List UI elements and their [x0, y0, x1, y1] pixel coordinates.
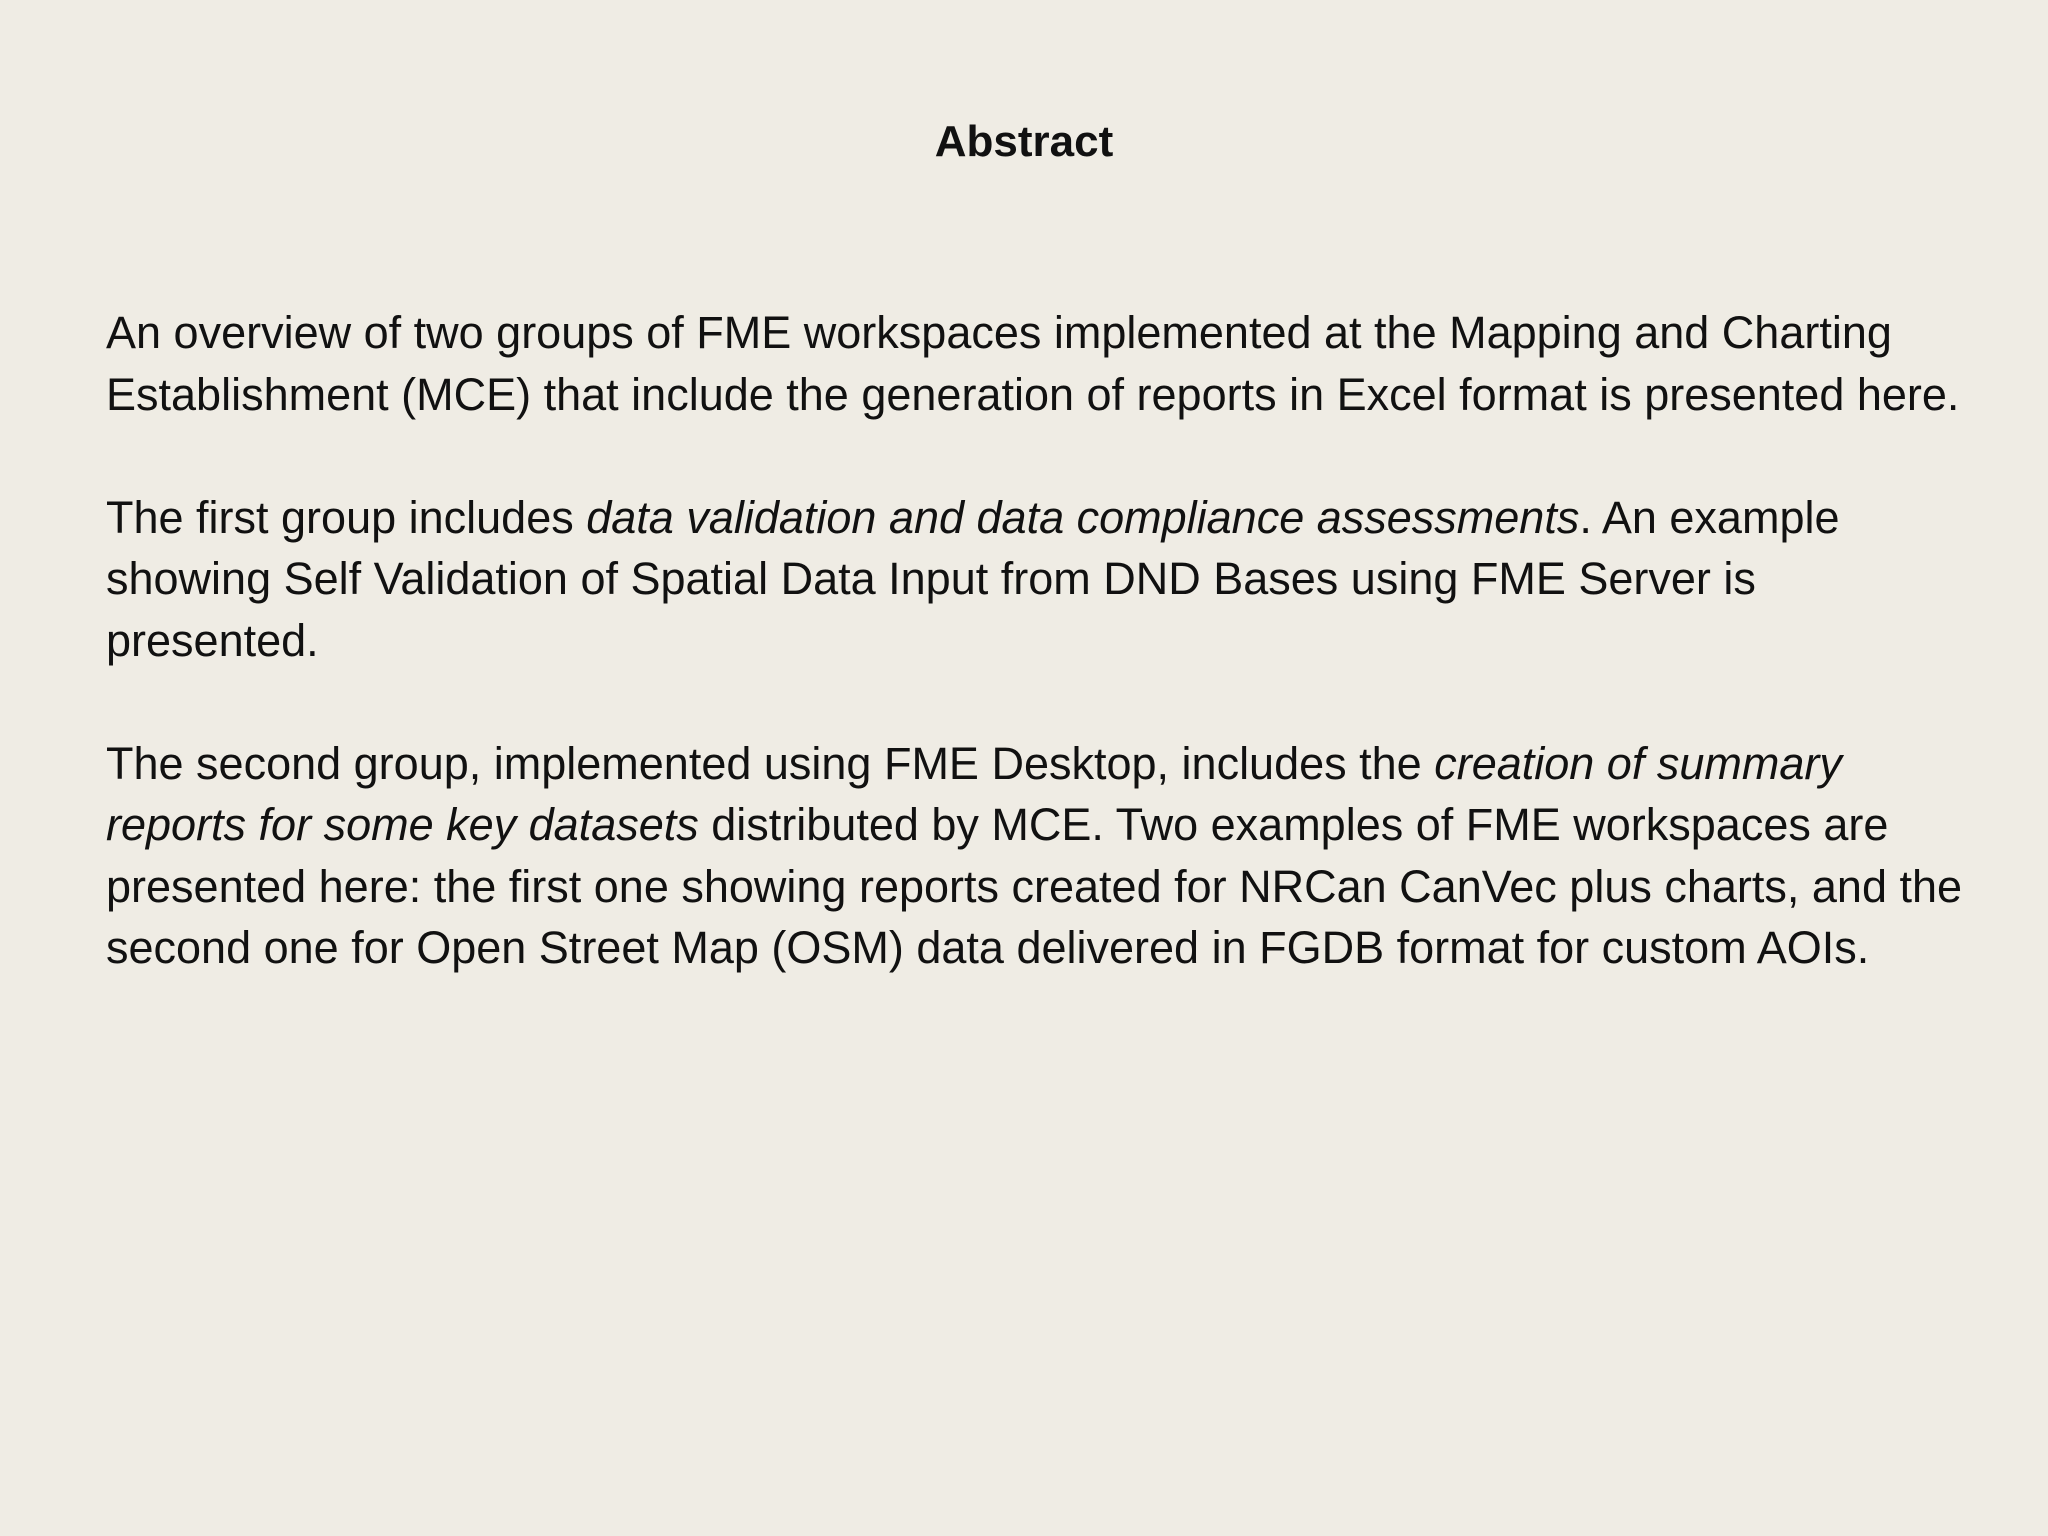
- abstract-title: Abstract: [934, 117, 1114, 166]
- abstract-body: [106, 302, 1966, 979]
- paragraph-first-group-lead: The first group includes: [106, 491, 587, 543]
- paragraph-first-group: [106, 487, 1966, 672]
- paragraph-overview: [106, 302, 1966, 425]
- paragraph-second-group: [106, 733, 1966, 979]
- paragraph-first-group-tail: . An example showing Self Validation of Spatial Data Input from DND Bases using FME Server is presented.: [106, 491, 1840, 666]
- paragraph-second-group-tail: distributed by MCE. Two examples of FME workspaces are presented here: the first one showing reports created for NRCan CanVec plus charts, and the second one for Open Street Map (OSM) data delivered in FGDB format for custom AOIs.: [106, 799, 1963, 973]
- paragraph-first-group-emphasis: data validation and data compliance assessments: [586, 491, 1580, 543]
- paragraph-overview-text: An overview of two groups of FME workspaces implemented at the Mapping and Charting Establishment (MCE) that include the generation of reports in Excel format is presented here.: [106, 307, 1960, 420]
- paragraph-second-group-emphasis: creation of summary reports for some key datasets: [106, 737, 1842, 850]
- paragraph-second-group-lead: The second group, implemented using FME Desktop, includes the: [106, 737, 1435, 789]
